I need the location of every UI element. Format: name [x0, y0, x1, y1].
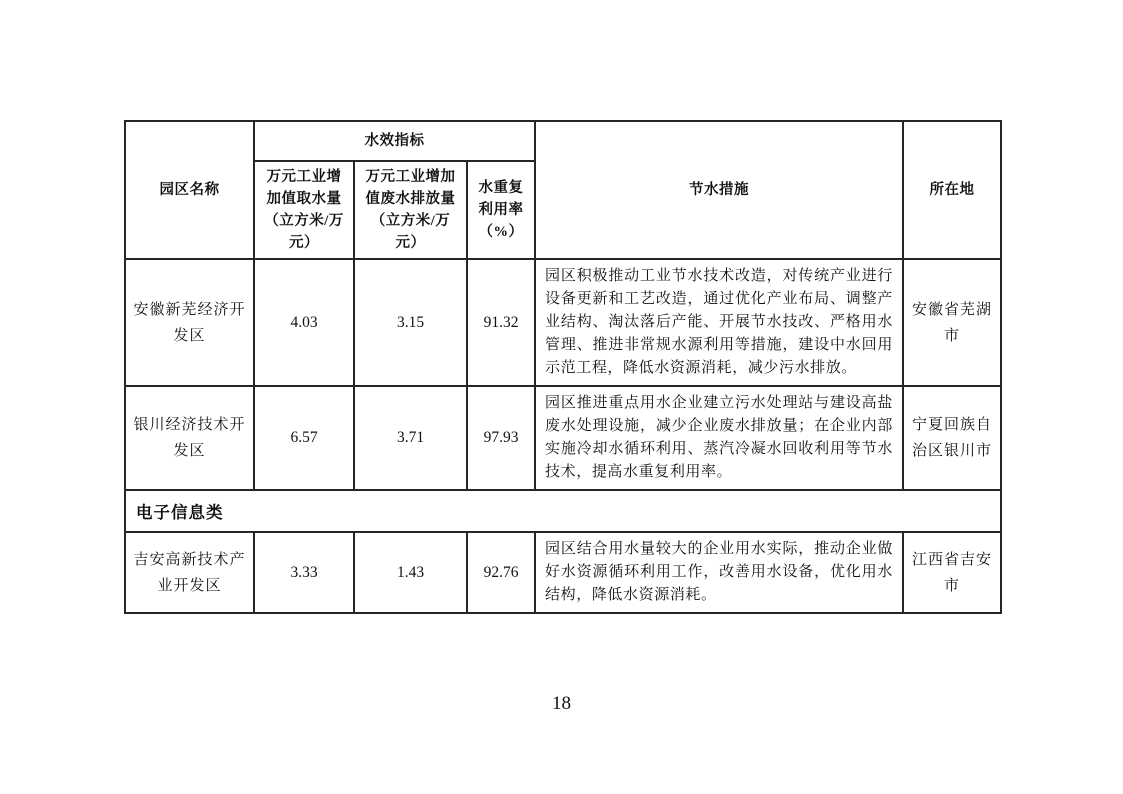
cell-water-intake: 3.33 — [254, 532, 354, 613]
col-header-water-intake: 万元工业增加值取水量（立方米/万元） — [254, 161, 354, 259]
cell-measures: 园区推进重点用水企业建立污水处理站与建设高盐废水处理设施，减少企业废水排放量；在企业内部实施冷却水循环利用、蒸汽冷凝水回收利用等节水技术，提高水重复利用率。 — [535, 386, 903, 490]
cell-location: 安徽省芜湖市 — [903, 259, 1001, 386]
cell-reuse-rate: 92.76 — [467, 532, 535, 613]
col-header-water-efficiency-group: 水效指标 — [254, 121, 535, 161]
cell-reuse-rate: 97.93 — [467, 386, 535, 490]
col-header-reuse-rate: 水重复利用率（%） — [467, 161, 535, 259]
table-row — [125, 259, 1001, 386]
cell-wastewater-discharge: 3.71 — [354, 386, 467, 490]
cell-park-name: 银川经济技术开发区 — [125, 386, 254, 490]
cell-park-name: 安徽新芜经济开发区 — [125, 259, 254, 386]
col-header-park-name: 园区名称 — [125, 121, 254, 259]
table-row — [125, 386, 1001, 490]
col-header-wastewater-discharge: 万元工业增加值废水排放量（立方米/万元） — [354, 161, 467, 259]
cell-wastewater-discharge: 1.43 — [354, 532, 467, 613]
cell-measures: 园区积极推动工业节水技术改造，对传统产业进行设备更新和工艺改造，通过优化产业布局、调整产业结构、淘汰落后产能、开展节水技改、严格用水管理、推进非常规水源利用等措施，建设中水回用示范工程，降低水资源消耗，减少污水排放。 — [535, 259, 903, 386]
col-header-location: 所在地 — [903, 121, 1001, 259]
cell-wastewater-discharge: 3.15 — [354, 259, 467, 386]
section-header-label: 电子信息类 — [125, 490, 1001, 532]
water-efficiency-table — [124, 120, 1002, 614]
cell-location: 江西省吉安市 — [903, 532, 1001, 613]
cell-water-intake: 4.03 — [254, 259, 354, 386]
table-row — [125, 532, 1001, 613]
cell-water-intake: 6.57 — [254, 386, 354, 490]
cell-park-name: 吉安高新技术产业开发区 — [125, 532, 254, 613]
header-row-group — [125, 121, 1001, 161]
cell-measures: 园区结合用水量较大的企业用水实际，推动企业做好水资源循环利用工作，改善用水设备，优化用水结构，降低水资源消耗。 — [535, 532, 903, 613]
page-number: 18 — [552, 693, 571, 714]
section-header-row — [125, 490, 1001, 532]
cell-reuse-rate: 91.32 — [467, 259, 535, 386]
col-header-measures: 节水措施 — [535, 121, 903, 259]
cell-location: 宁夏回族自治区银川市 — [903, 386, 1001, 490]
